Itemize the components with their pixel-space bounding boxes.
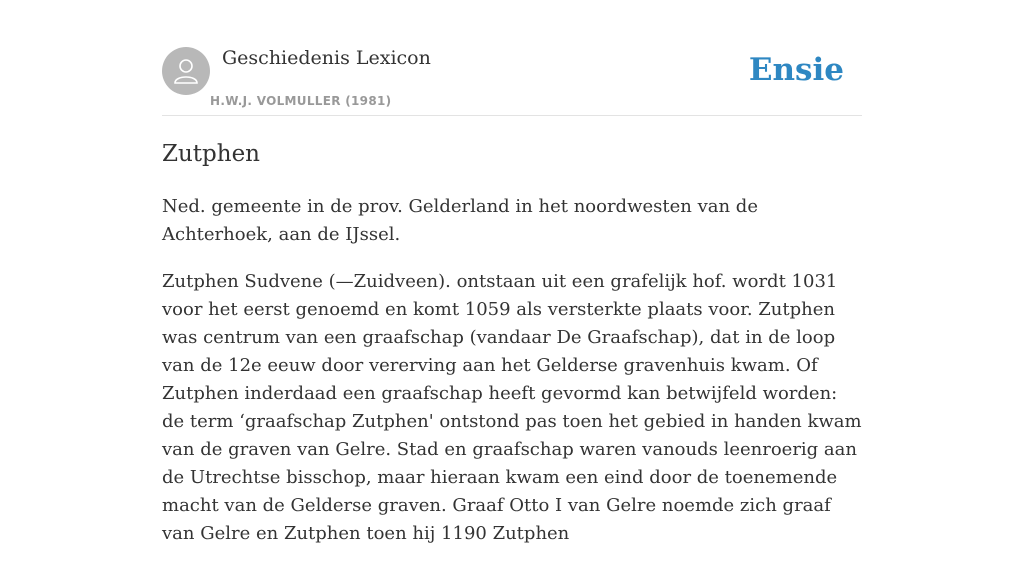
- brand-logo[interactable]: Ensie: [748, 52, 844, 88]
- source-title[interactable]: Geschiedenis Lexicon: [222, 47, 431, 69]
- author-label[interactable]: H.W.J. VOLMULLER (1981): [210, 94, 392, 108]
- article-content: [162, 139, 862, 567]
- article-paragraph: Zutphen Sudvene (—Zuidveen). ontstaan uit een grafelijk hof. wordt 1031 voor het eerst genoemd en komt 1059 als versterkte plaats voor. Zutphen was centrum van een graafschap (vandaar De Graafschap), dat in de loop van de 12e eeuw door vererving aan het Gelderse gravenhuis kwam. Of Zutphen inderdaad een graafschap heeft gevormd kan betwijfeld worden: de term ‘graafschap Zutphen' ontstond pas toen het gebied in handen kwam van de graven van Gelre. Stad en graafschap waren vanouds leenroerig aan de Utrechtse bisschop, maar hieraan kwam een eind door de toenemende macht van de Gelderse graven. Graaf Otto I van Gelre noemde zich graaf van Gelre en Zutphen toen hij 1190 Zutphen: [162, 271, 862, 544]
- header-divider: [162, 115, 862, 116]
- avatar[interactable]: [162, 47, 210, 95]
- page-title: Zutphen: [162, 141, 260, 167]
- article-paragraph: Ned. gemeente in de prov. Gelderland in het noordwesten van de Achterhoek, aan de IJssel.: [162, 196, 758, 245]
- user-icon: [171, 56, 201, 86]
- source-header: [162, 46, 862, 116]
